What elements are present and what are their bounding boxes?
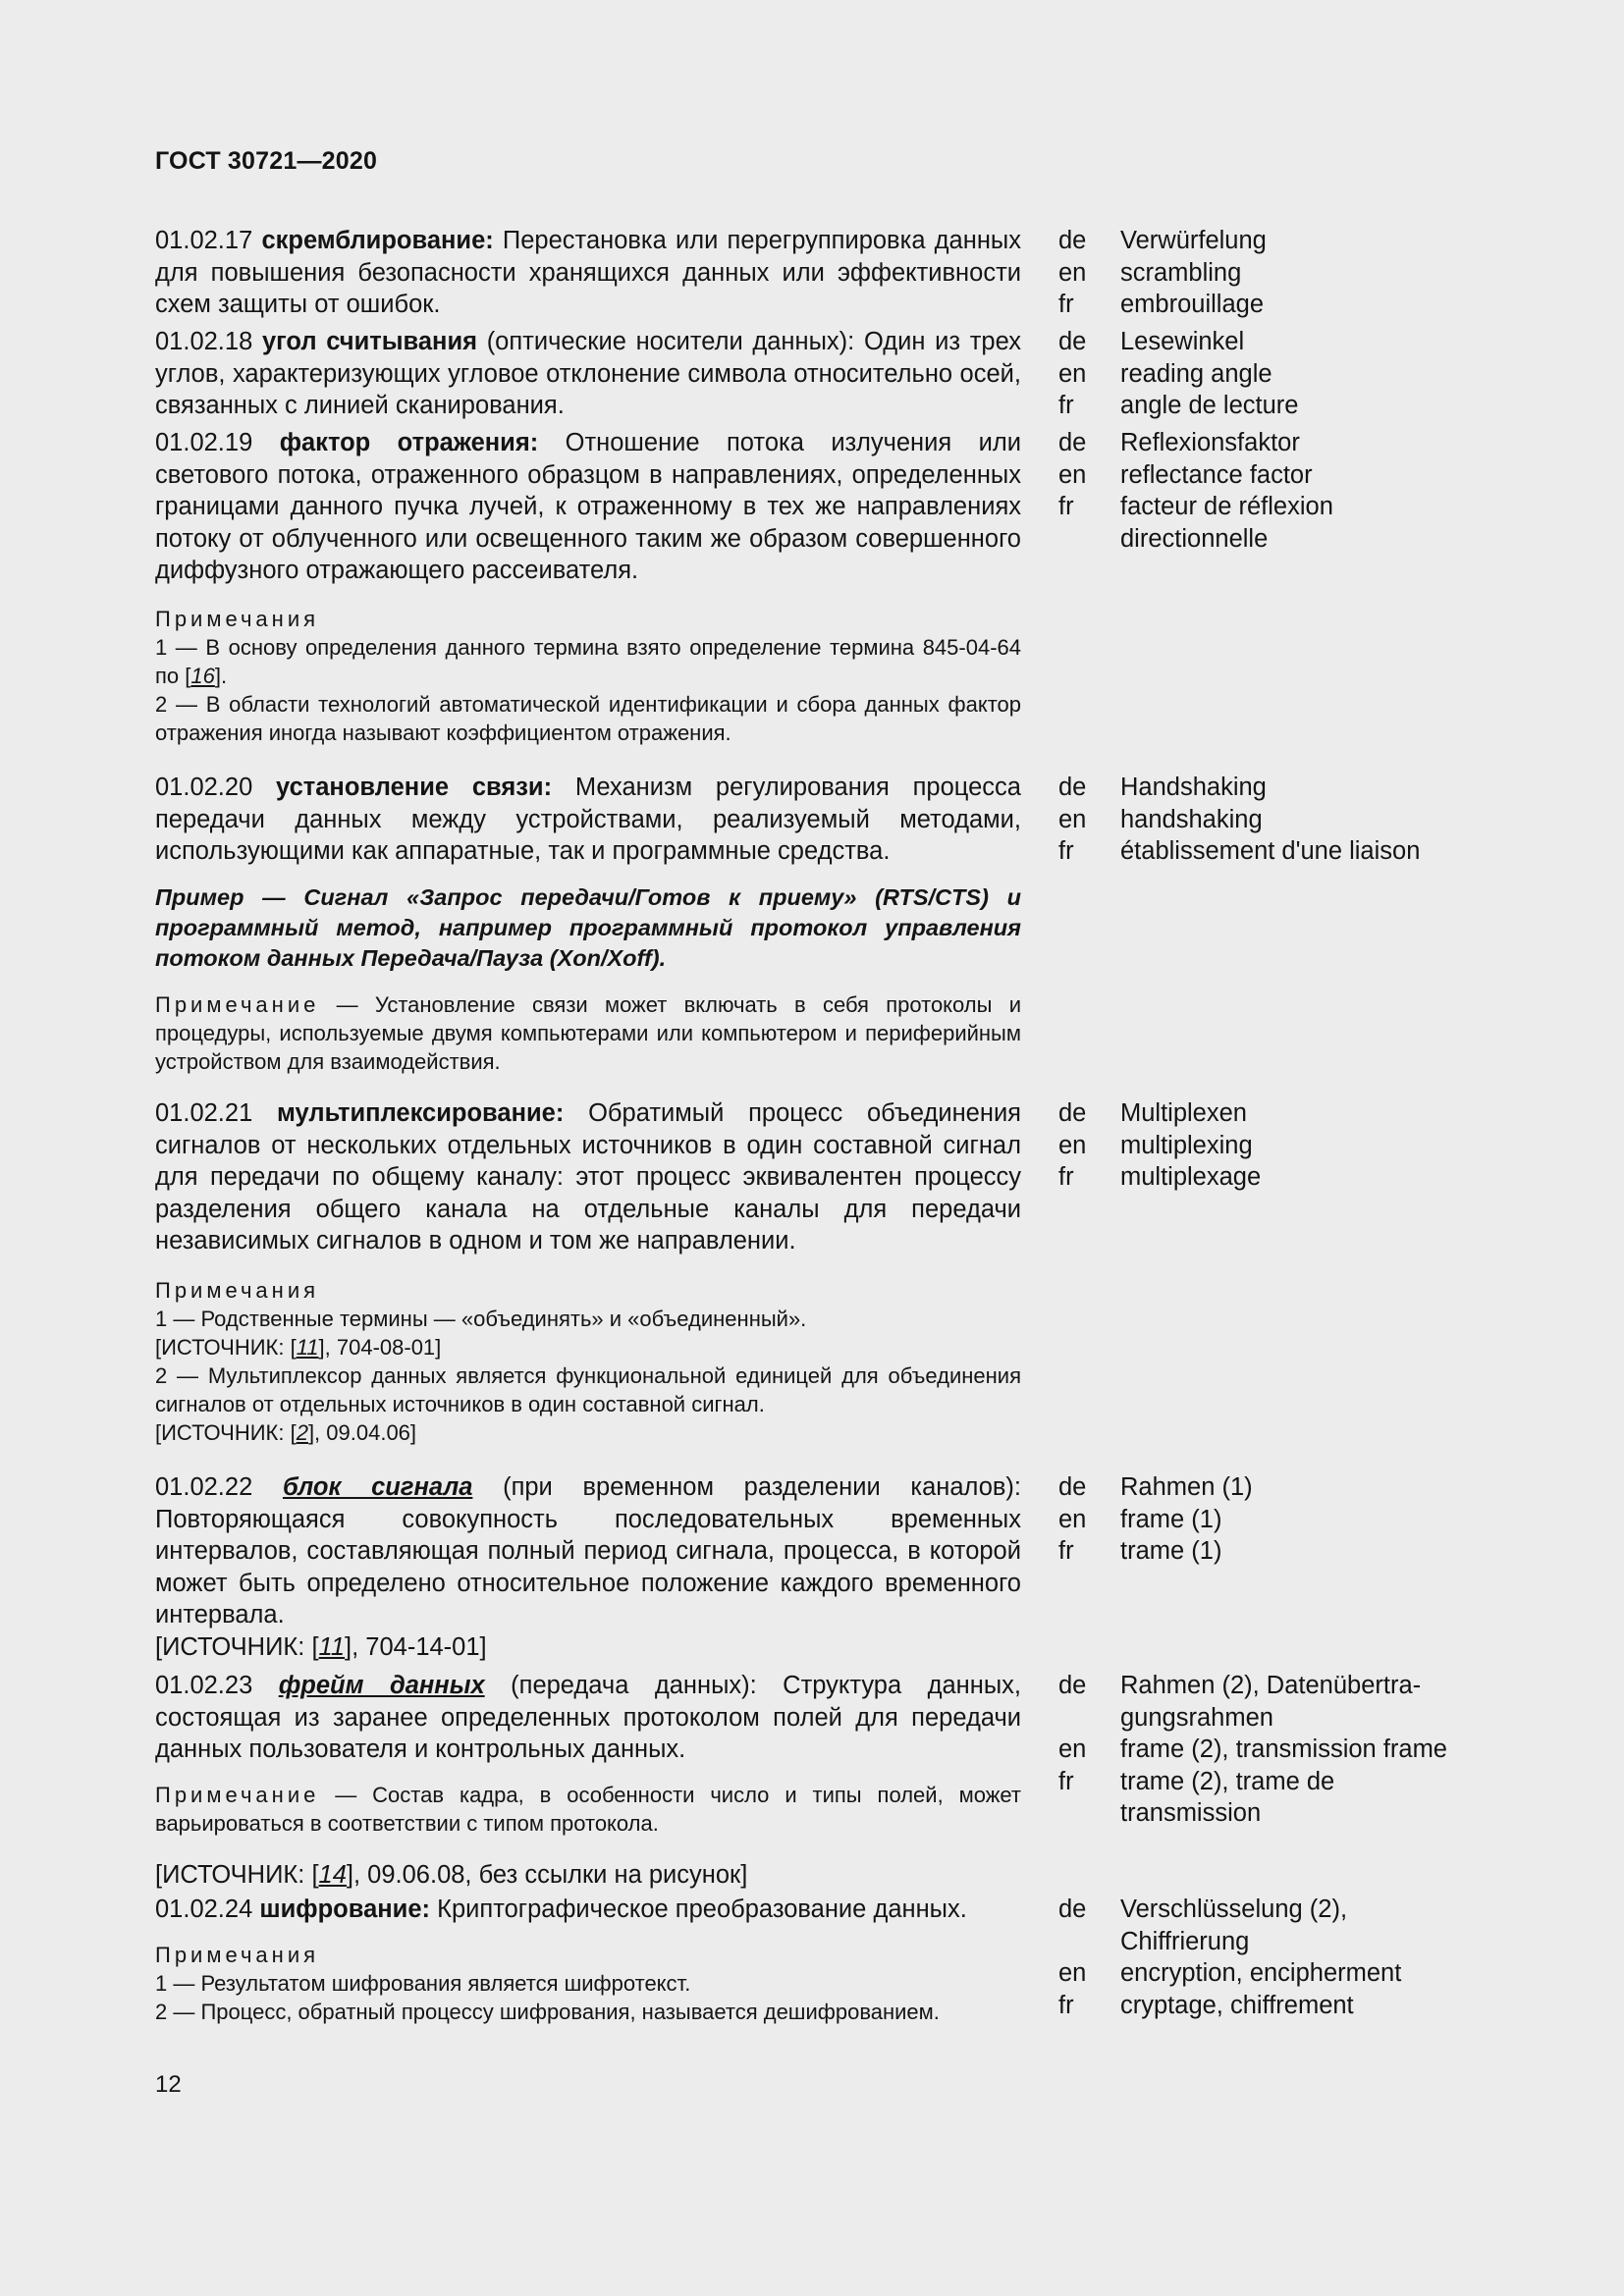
entry-number: 01.02.18 xyxy=(155,328,253,355)
source: [ИСТОЧНИК: [11], 704-08-01] xyxy=(155,1335,442,1360)
term-de: Verwürfelung xyxy=(1120,227,1267,254)
term-en: multiplexing xyxy=(1120,1131,1253,1159)
entry-term: угол считывания xyxy=(261,328,477,355)
entry-term: скремблирование: xyxy=(261,227,494,254)
entry-term: шифрование: xyxy=(259,1896,431,1923)
entry-01-02-17 xyxy=(155,225,1021,321)
translations xyxy=(1120,1670,1533,1830)
term-de-cont: gungsrahmen xyxy=(1120,1703,1273,1732)
entry-definition: Обратимый процесс объединения сигналов от нескольких отдельных источников в один составной сигнал для передачи по общему каналу: этот процесс эквивалентен процессу разделения общего канала на отдельные каналы для передачи независимых сигналов в одном и том же направлении. xyxy=(155,1099,1021,1255)
entry-term: мультиплексирование: xyxy=(277,1099,565,1127)
source-01-02-23: [ИСТОЧНИК: [14], 09.06.08, без ссылки на рисунок] xyxy=(155,1861,748,1889)
translations xyxy=(1120,1471,1493,1568)
entry-term[interactable]: фрейм данных xyxy=(278,1672,485,1699)
note-2: 2 — В области технологий автоматической идентификации и сбора данных фактор отражения иногда называют коэффициентом отражения. xyxy=(155,692,1021,745)
term-fr: trame (1) xyxy=(1120,1537,1222,1565)
example-01-02-20: Пример — Сигнал «Запрос передачи/Готов к приему» (RTS/CTS) и программный метод, например программный протокол управления потоком данных Передача/Пауза (Xon/Xoff). xyxy=(155,884,1021,971)
notes-01-02-24 xyxy=(155,1941,1021,2026)
term-fr: embrouillage xyxy=(1120,291,1265,318)
entry-definition: (оптические носители данных): Один из трех углов, характеризующих угловое отклонение символа относительно осей, связанных с линией сканирования. xyxy=(155,328,1021,419)
entry-01-02-20 xyxy=(155,772,1021,868)
reference-link[interactable]: 11 xyxy=(318,1632,346,1661)
entry-definition: Механизм регулирования процесса передачи данных между устройствами, реализуемый методами, использующими как аппаратные, так и программные средства. xyxy=(155,774,1021,865)
lang-codes: de en fr xyxy=(1058,328,1087,419)
translations xyxy=(1120,1097,1493,1194)
note-01-02-23: Примечание — Состав кадра, в особенности число и типы полей, может варьироваться в соответствии с типом протокола. xyxy=(155,1783,1021,1836)
note-2: 2 — Процесс, обратный процессу шифрования, называется дешифрованием. xyxy=(155,2000,940,2024)
lang-codes: de en fr xyxy=(1058,1672,1087,1795)
reference-link[interactable]: 11 xyxy=(296,1335,319,1360)
entry-01-02-22 xyxy=(155,1471,1021,1663)
notes-01-02-19 xyxy=(155,605,1021,747)
term-de: Reflexionsfaktor xyxy=(1120,429,1300,456)
term-en: reflectance factor xyxy=(1120,460,1313,489)
entry-number: 01.02.24 xyxy=(155,1896,253,1923)
note-1: 1 — В основу определения данного термина взято определение термина 845-04-64 по [16]. xyxy=(155,635,1021,688)
note-01-02-20: Примечание — Установление связи может включать в себя протоколы и процедуры, используемые двумя компьютерами или компьютером и периферийным устройством для взаимодействия. xyxy=(155,992,1021,1074)
term-fr: facteur de réflexion xyxy=(1120,493,1333,520)
term-fr: établissement d'une liaison xyxy=(1120,837,1421,865)
term-de: Handshaking xyxy=(1120,774,1267,801)
note-1: 1 — Родственные термины — «объединять» и «объединенный». xyxy=(155,1307,807,1331)
source: [ИСТОЧНИК: [11], 704-14-01] xyxy=(155,1632,487,1661)
notes-label: Примечания xyxy=(155,607,320,631)
translations xyxy=(1120,427,1493,555)
entry-01-02-19 xyxy=(155,427,1021,587)
translations xyxy=(1120,772,1552,868)
entry-term: установление связи: xyxy=(276,774,553,801)
entry-number: 01.02.21 xyxy=(155,1099,253,1127)
note-1: 1 — Результатом шифрования является шифротекст. xyxy=(155,1971,691,1996)
note-label: Примечание xyxy=(155,992,320,1017)
term-de: Rahmen (2), Datenübertra- xyxy=(1120,1672,1422,1699)
note-label: Примечание xyxy=(155,1783,320,1807)
term-de: Rahmen (1) xyxy=(1120,1473,1253,1501)
lang-codes: de en fr xyxy=(1058,774,1087,865)
term-de-cont: Chiffrierung xyxy=(1120,1927,1250,1955)
term-fr: trame (2), trame de xyxy=(1120,1767,1335,1795)
translations xyxy=(1120,225,1493,321)
term-en: scrambling xyxy=(1120,258,1242,287)
term-de: Verschlüsselung (2), xyxy=(1120,1896,1348,1923)
term-en: handshaking xyxy=(1120,805,1263,833)
entry-number: 01.02.19 xyxy=(155,429,253,456)
term-en: frame (1) xyxy=(1120,1505,1222,1533)
entry-definition: (при временном разделении каналов): Повторяющаяся совокупность последовательных временных интервалов, составляющая полный период сигнала, процесса, в которой может быть определено относительное положение каждого временного интервала. xyxy=(155,1473,1021,1629)
lang-codes: de en fr xyxy=(1058,1473,1087,1565)
entry-number: 01.02.23 xyxy=(155,1672,253,1699)
entry-term[interactable]: блок сигнала xyxy=(282,1473,473,1501)
entry-01-02-23 xyxy=(155,1670,1021,1766)
lang-codes: de en fr xyxy=(1058,429,1087,520)
entry-01-02-21 xyxy=(155,1097,1021,1257)
lang-codes: de en fr xyxy=(1058,1099,1087,1191)
translations xyxy=(1120,1894,1493,2021)
source: [ИСТОЧНИК: [2], 09.04.06] xyxy=(155,1420,417,1445)
term-fr-cont: transmission xyxy=(1120,1799,1262,1827)
entry-number: 01.02.20 xyxy=(155,774,253,801)
note-2: 2 — Мультиплексор данных является функциональной единицей для объединения сигналов от отдельных источников в один составной сигнал. xyxy=(155,1363,1021,1416)
entry-01-02-24 xyxy=(155,1894,1021,1926)
entry-definition: Криптографическое преобразование данных. xyxy=(437,1896,967,1923)
reference-link[interactable]: 14 xyxy=(318,1861,347,1889)
page-number: 12 xyxy=(155,2071,182,2098)
lang-codes: de en fr xyxy=(1058,227,1087,318)
entry-number: 01.02.22 xyxy=(155,1473,253,1501)
entry-definition: (передача данных): Структура данных, состоящая из заранее определенных протоколом полей для передачи данных пользователя и контрольных данных. xyxy=(155,1672,1022,1763)
reference-link[interactable]: 16 xyxy=(190,664,215,688)
entry-term: фактор отражения: xyxy=(279,429,539,456)
notes-label: Примечания xyxy=(155,1943,320,1967)
document-header: ГОСТ 30721—2020 xyxy=(155,147,378,175)
term-en: reading angle xyxy=(1120,359,1272,388)
term-en: encryption, encipherment xyxy=(1120,1959,1402,1987)
term-en: frame (2), transmission frame xyxy=(1120,1735,1447,1763)
term-fr: angle de lecture xyxy=(1120,392,1299,419)
entry-01-02-18 xyxy=(155,326,1021,422)
term-fr: cryptage, chiffrement xyxy=(1120,1991,1354,2019)
translations xyxy=(1120,326,1493,422)
reference-link[interactable]: 2 xyxy=(296,1420,308,1445)
entry-number: 01.02.17 xyxy=(155,227,253,254)
term-de: Multiplexen xyxy=(1120,1099,1247,1127)
lang-codes: de en fr xyxy=(1058,1896,1087,2019)
term-fr: multiplexage xyxy=(1120,1163,1262,1191)
notes-01-02-21 xyxy=(155,1276,1021,1447)
entry-definition: Перестановка или перегруппировка данных для повышения безопасности хранящихся данных или эффективности схем защиты от ошибок. xyxy=(155,227,1021,318)
term-de: Lesewinkel xyxy=(1120,328,1245,355)
term-fr-cont: directionnelle xyxy=(1120,524,1269,553)
entry-definition: Отношение потока излучения или светового потока, отраженного образцом в направлениях, определенных границами данного пучка лучей, к отраженному в тех же направлениях потоку от облученного или освещенного таким же образом совершенного диффузного отражающего рассеивателя. xyxy=(155,429,1021,584)
notes-label: Примечания xyxy=(155,1278,320,1303)
